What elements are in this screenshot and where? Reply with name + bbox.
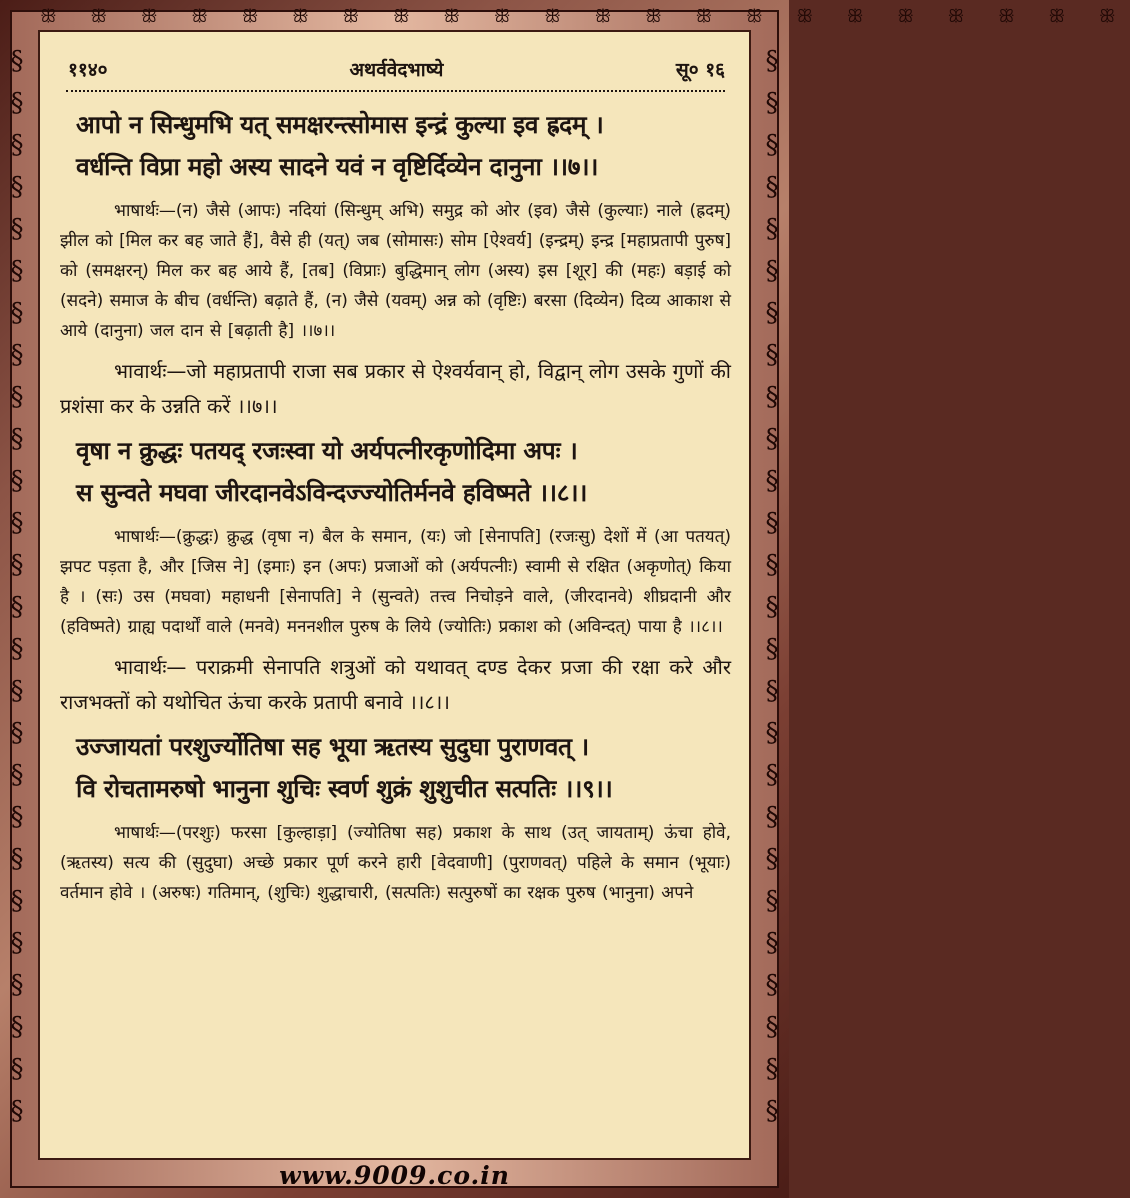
mantra-line: उज्जायतां परशुर्ज्योतिषा सह भूया ऋतस्य सुदुघा पुराणवत् । — [76, 732, 589, 761]
book-title: अथर्ववेदभाष्ये — [349, 59, 444, 81]
page-number: ११४० — [68, 59, 108, 81]
left-border-ornament-icon: § § § § § § § § § § § § § § § § § § § § § § § § § § — [10, 46, 24, 1126]
sukta-number: सू० १६ — [675, 59, 725, 81]
mantra-line: आपो न सिन्धुमभि यत् समक्षरन्त्सोमास इन्द्रं कुल्या इव ह्रदम् । — [76, 110, 604, 139]
mantra-line: स सुन्वते मघवा जीरदानवेऽविन्दज्ज्योतिर्मनवे हविष्मते ।।८।। — [76, 478, 588, 507]
bhashartha-paragraph: भाषार्थः—(परशुः) फरसा [कुल्हाड़ा] (ज्योतिषा सह) प्रकाश के साथ (उत् जायताम्) ऊंचा होवे, (ऋतस्य) सत्य की (सुदुघा) अच्छे प्रकार पूर्ण करने हारी [वेदवाणी] (पुराणवत्) पहिले के समान (भूयाः) वर्तमान होवे । (अरुषः) गतिमान्, (शुचिः) शुद्धाचारी, (सत्पतिः) सत्पुरुषों का रक्षक पुरुष (भानुना) अपने — [60, 823, 731, 903]
bhashartha-paragraph: भाषार्थः—(क्रुद्धः) क्रुद्ध (वृषा न) बैल के समान, (यः) जो [सेनापति] (रजःसु) देशों में (आ पतयत्) झपट पड़ता है, और [जिस ने] (इमाः) इन (अपः) प्रजाओं को (अर्यपत्नीः) स्वामी से रक्षित (अकृणोत्) किया है । (सः) उस (मघवा) महाधनी [सेनापति] ने (सुन्वते) तत्त्व निचोड़ने वाले, (जीरदानवे) शीघ्रदानी और (हविष्मते) ग्राह्य पदार्थों वाले (मनवे) मननशील पुरुष के लिये (ज्योतिः) प्रकाश को (अविन्दत्) पाया है ।।८।। — [60, 527, 731, 637]
verse-block-7 — [60, 106, 731, 424]
bhavartha-paragraph: भावार्थः— पराक्रमी सेनापति शत्रुओं को यथावत् दण्ड देकर प्रजा की रक्षा करे और राजभक्तों को यथोचित ऊंचा करके प्रतापी बनावे ।।८।। — [60, 655, 731, 714]
bhashartha-paragraph: भाषार्थः—(न) जैसे (आपः) नदियां (सिन्धुम् अभि) समुद्र को ओर (इव) जैसे (कुल्याः) नाले (ह्रदम्) झील को [मिल कर बह जाते हैं], वैसे ही (यत्) जब (सोमासः) सोम [ऐश्वर्य] (इन्द्रम्) इन्द्र [महाप्रतापी पुरुष] को (समक्षरन्) मिल कर बह आये हैं, [तब] (विप्राः) बुद्धिमान् लोग (अस्य) इस [शूर] की (महः) बड़ाई को (सदने) समाज के बीच (वर्धन्ति) बढ़ाते हैं, (न) जैसे (यवम्) अन्न को (वृष्टिः) बरसा (दिव्येन) दिव्य आकाश से आये (दानुना) जल दान से [बढ़ाती है] ।।७।। — [60, 201, 731, 341]
website-footer: www.9009.co.in — [279, 1161, 510, 1190]
page-content — [60, 106, 731, 916]
top-border-ornament: ꕥ ꕥ ꕥ ꕥ ꕥ ꕥ ꕥ ꕥ ꕥ ꕥ ꕥ ꕥ ꕥ ꕥ ꕥ ꕥ ꕥ ꕥ ꕥ ꕥ ꕥ ꕥ — [40, 6, 1130, 27]
scripture-page — [38, 30, 751, 1160]
right-border-ornament-icon: § § § § § § § § § § § § § § § § § § § § § § § § § § — [765, 46, 779, 1126]
mantra-line: वि रोचतामरुषो भानुना शुचिः स्वर्ण शुक्रं शुशुचीत सत्पतिः ।।९।। — [76, 774, 613, 803]
verse-block-8 — [60, 432, 731, 720]
mantra-line: वृषा न क्रुद्धः पतयद् रजःस्वा यो अर्यपत्नीरकृणोदिमा अपः । — [76, 436, 578, 465]
verse-block-9 — [60, 728, 731, 908]
mantra-line: वर्धन्ति विप्रा महो अस्य सादने यवं न वृष्टिर्दिव्येन दानुना ।।७।। — [76, 152, 599, 181]
header-divider — [66, 90, 725, 92]
page-header — [68, 56, 725, 86]
bhavartha-paragraph: भावार्थः—जो महाप्रतापी राजा सब प्रकार से ऐश्वर्यवान् हो, विद्वान् लोग उसके गुणों की प्रशंसा कर के उन्नति करें ।।७।। — [60, 359, 731, 418]
